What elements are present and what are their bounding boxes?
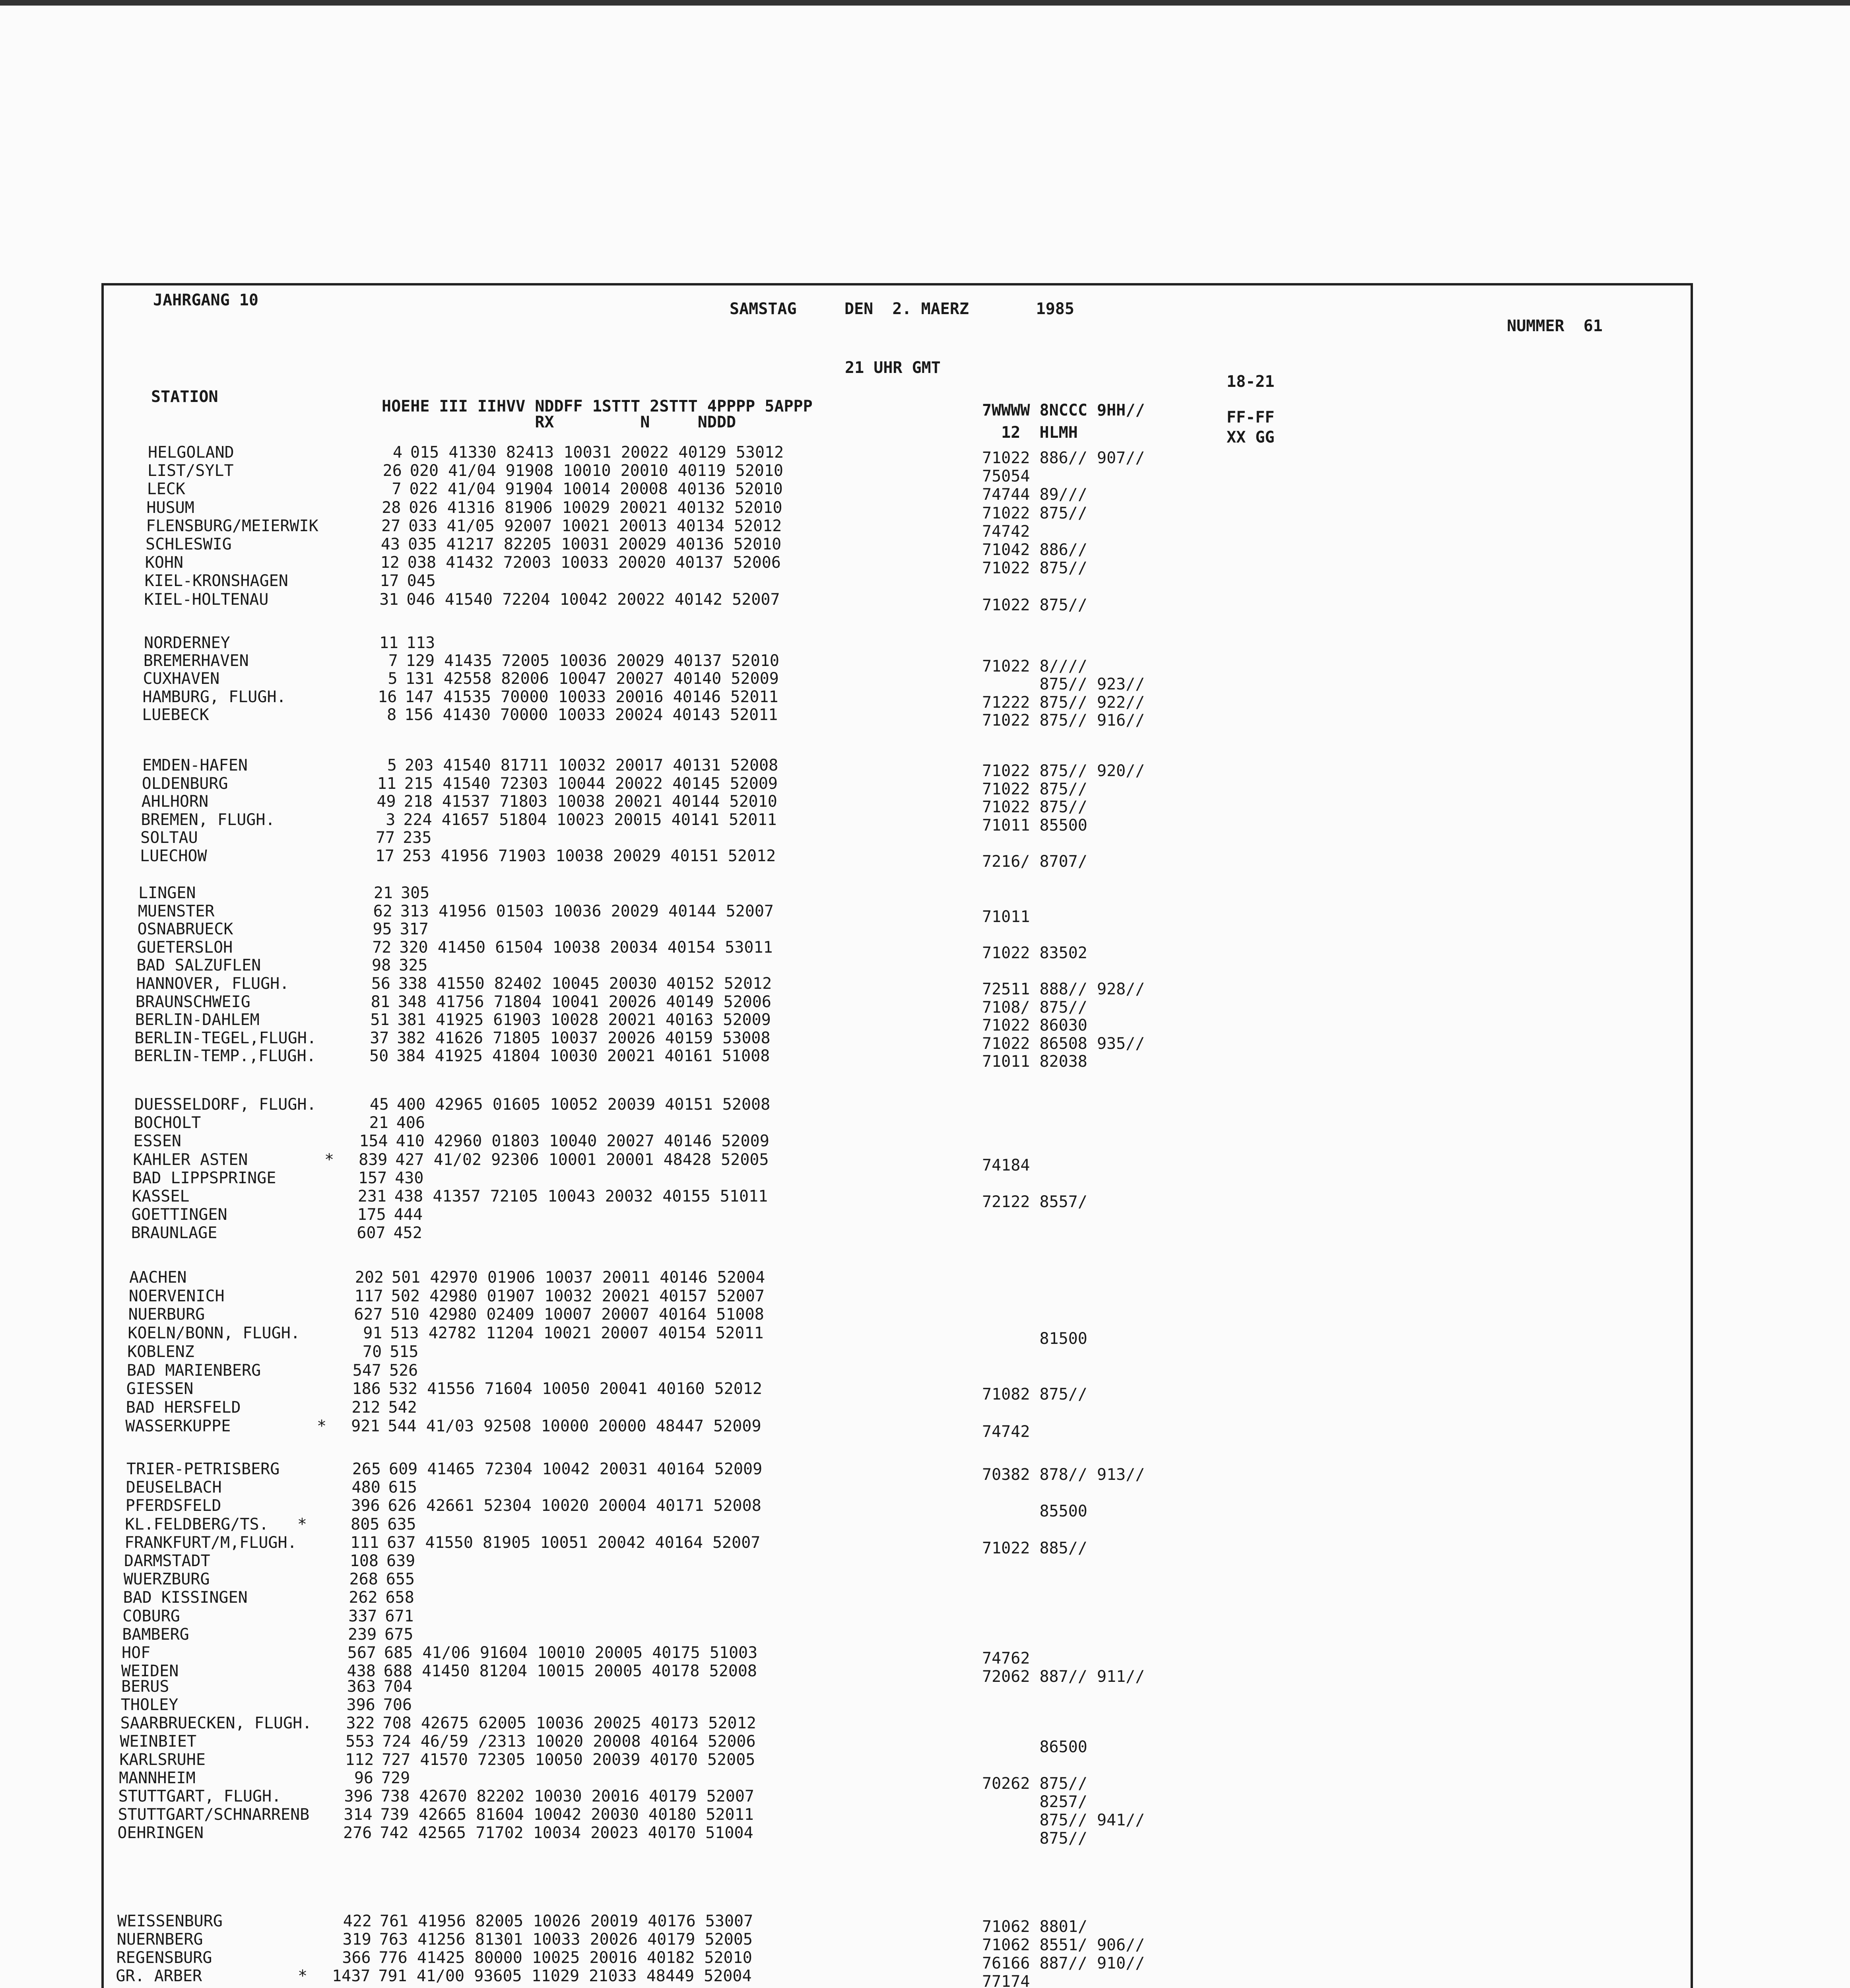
- station-extra-codes: 81500: [982, 1330, 1087, 1348]
- station-codes: 045: [407, 572, 436, 590]
- time-label: 21 UHR GMT: [845, 359, 941, 377]
- station-name: OEHRINGEN: [117, 1824, 204, 1842]
- station-codes: 406: [396, 1114, 425, 1132]
- station-height: 438: [347, 1662, 376, 1681]
- station-name: REGENSBURG: [116, 1949, 212, 1967]
- code-column-header-1: HOEHE III IIHVV NDDFF 1STTT 2STTT 4PPPP 5APPP: [382, 397, 813, 415]
- station-name: COBURG: [122, 1607, 180, 1625]
- station-extra-codes: 71022 86030: [982, 1016, 1087, 1035]
- station-name: BOCHOLT: [134, 1114, 201, 1132]
- station-name: KAHLER ASTEN *: [133, 1150, 334, 1169]
- station-codes: 658: [385, 1588, 414, 1607]
- station-height: 72: [372, 938, 392, 957]
- station-codes: 609 41465 72304 10042 20031 40164 52009: [389, 1460, 763, 1478]
- station-extra-codes: 8257/: [982, 1793, 1087, 1811]
- station-codes: 724 46/59 /2313 10020 20008 40164 52006: [382, 1732, 756, 1751]
- station-extra-codes: 72122 8557/: [982, 1193, 1087, 1211]
- station-codes: 729: [381, 1769, 410, 1787]
- station-name: DARMSTADT: [124, 1552, 210, 1570]
- station-height: 202: [355, 1268, 384, 1287]
- station-height: 567: [347, 1644, 376, 1662]
- station-height: 553: [346, 1732, 375, 1751]
- station-name: BAD MARIENBERG: [127, 1361, 261, 1380]
- station-height: 262: [349, 1588, 378, 1607]
- station-height: 96: [354, 1769, 373, 1787]
- station-name: KOELN/BONN, FLUGH.: [128, 1324, 300, 1343]
- station-height: 117: [354, 1287, 383, 1305]
- station-height: 422: [343, 1912, 372, 1930]
- station-codes: 015 41330 82413 10031 20022 40129 53012: [410, 443, 784, 462]
- station-name: WEISSENBURG: [117, 1912, 223, 1930]
- nummer-label: NUMMER 61: [1507, 317, 1603, 335]
- station-name: DEUSELBACH: [126, 1478, 222, 1497]
- station-extra-codes: 71022 875// 920//: [982, 762, 1145, 780]
- station-height: 91: [363, 1324, 382, 1343]
- station-codes: 761 41956 82005 10026 20019 40176 53007: [380, 1912, 753, 1930]
- station-height: 17: [375, 846, 394, 865]
- station-codes: 532 41556 71604 10050 20041 40160 52012: [388, 1380, 762, 1398]
- station-height: 51: [370, 1011, 390, 1029]
- station-height: 81: [371, 992, 390, 1011]
- station-codes: 763 41256 81301 10033 20026 40179 52005: [379, 1930, 753, 1949]
- station-name: GR. ARBER *: [116, 1967, 308, 1985]
- station-extra-codes: 71011 82038: [982, 1052, 1087, 1071]
- date-label: SAMSTAG DEN 2. MAERZ 1985: [730, 300, 1074, 318]
- station-column-header: STATION: [151, 388, 218, 406]
- station-codes: 639: [386, 1552, 415, 1570]
- station-height: 16: [378, 687, 397, 706]
- station-extra-codes: 70382 878// 913//: [982, 1466, 1145, 1484]
- station-extra-codes: 875// 923//: [982, 675, 1145, 694]
- station-codes: 542: [388, 1398, 417, 1417]
- station-name: WEIDEN: [121, 1662, 179, 1681]
- station-extra-codes: 71022 8////: [982, 657, 1087, 676]
- station-codes: 046 41540 72204 10042 20022 40142 52007: [406, 590, 780, 609]
- jahrgang-label: JAHRGANG 10: [153, 291, 258, 309]
- station-name: PFERDSFELD: [125, 1497, 221, 1515]
- station-codes: 035 41217 82205 10031 20029 40136 52010: [408, 535, 782, 553]
- station-codes: 727 41570 72305 10050 20039 40170 52005: [382, 1751, 755, 1769]
- station-height: 337: [348, 1607, 377, 1625]
- ff-header-2: XX GG: [1227, 428, 1275, 447]
- station-name: BERLIN-DAHLEM: [135, 1011, 260, 1029]
- station-extra-codes: 71082 875//: [982, 1385, 1087, 1404]
- station-codes: 738 42670 82202 10030 20016 40179 52007: [380, 1787, 754, 1806]
- station-height: 27: [381, 516, 401, 535]
- station-codes: 515: [390, 1342, 419, 1361]
- station-height: 98: [372, 956, 391, 975]
- station-codes: 615: [388, 1478, 417, 1497]
- station-name: OLDENBURG: [142, 774, 228, 793]
- station-height: 112: [345, 1751, 374, 1769]
- station-height: 70: [363, 1342, 382, 1361]
- station-extra-codes: 71062 8801/: [982, 1918, 1087, 1936]
- station-codes: 113: [406, 634, 435, 652]
- station-codes: 444: [394, 1206, 423, 1224]
- station-codes: 215 41540 72303 10044 20022 40145 52009: [404, 774, 778, 793]
- station-height: 239: [347, 1625, 377, 1644]
- station-name: ESSEN: [133, 1132, 182, 1151]
- station-name: KIEL-KRONSHAGEN: [144, 572, 288, 590]
- station-codes: 655: [386, 1570, 415, 1589]
- station-codes: 739 42665 81604 10042 20030 40180 52011: [380, 1806, 754, 1824]
- station-height: 5: [388, 670, 398, 688]
- station-codes: 791 41/00 93605 11029 21033 48449 52004: [378, 1967, 752, 1985]
- station-height: 11: [377, 774, 396, 793]
- station-height: 7: [388, 652, 398, 670]
- station-height: 231: [357, 1187, 386, 1206]
- station-height: 5: [387, 756, 397, 775]
- station-codes: 427 41/02 92306 10001 20001 48428 52005: [395, 1150, 769, 1169]
- station-extra-codes: 85500: [982, 1502, 1087, 1521]
- station-extra-codes: 75054: [982, 467, 1030, 486]
- station-extra-codes: 74742: [982, 1422, 1030, 1441]
- station-name: WUERZBURG: [123, 1570, 210, 1589]
- station-codes: 381 41925 61903 10028 20021 40163 52009: [397, 1011, 771, 1029]
- station-name: KARLSRUHE: [119, 1751, 206, 1769]
- station-codes: 685 41/06 91604 10010 20005 40175 51003: [384, 1644, 758, 1662]
- station-extra-codes: 71042 886//: [982, 541, 1087, 559]
- station-name: GIESSEN: [126, 1380, 194, 1398]
- station-height: 547: [352, 1361, 381, 1380]
- station-name: BAD LIPPSPRINGE: [132, 1169, 276, 1187]
- station-codes: 131 42558 82006 10047 20027 40140 52009: [405, 670, 779, 688]
- station-height: 154: [359, 1132, 388, 1151]
- station-codes: 384 41925 41804 10030 20021 40161 51008: [396, 1047, 770, 1066]
- station-height: 21: [373, 884, 393, 902]
- station-name: SOLTAU: [140, 829, 198, 847]
- station-codes: 400 42965 01605 10052 20039 40151 52008: [397, 1095, 771, 1114]
- station-codes: 635: [387, 1515, 416, 1534]
- station-extra-codes: 71022 885//: [982, 1539, 1087, 1557]
- station-height: 839: [359, 1150, 388, 1169]
- station-extra-codes: 71022 83502: [982, 944, 1087, 962]
- station-name: STUTTGART, FLUGH.: [118, 1787, 281, 1806]
- station-height: 175: [357, 1206, 386, 1224]
- station-height: 265: [352, 1460, 381, 1478]
- station-name: AHLHORN: [141, 792, 209, 811]
- station-codes: 156 41430 70000 10033 20024 40143 52011: [404, 705, 778, 724]
- station-codes: 026 41316 81906 10029 20021 40132 52010: [409, 498, 782, 517]
- station-height: 21: [369, 1114, 388, 1132]
- station-codes: 147 41535 70000 10033 20016 40146 52011: [405, 687, 778, 706]
- station-codes: 637 41550 81905 10051 20042 40164 52007: [387, 1533, 761, 1552]
- station-height: 157: [358, 1169, 387, 1187]
- station-height: 363: [347, 1677, 376, 1696]
- station-codes: 305: [401, 884, 430, 902]
- station-height: 1437: [332, 1967, 371, 1985]
- station-codes: 317: [400, 920, 429, 939]
- station-name: BAD HERSFELD: [126, 1398, 241, 1417]
- station-extra-codes: 77174: [982, 1972, 1030, 1988]
- station-codes: 688 41450 81204 10015 20005 40178 52008: [383, 1662, 757, 1681]
- station-codes: 708 42675 62005 10036 20025 40173 52012: [382, 1714, 756, 1732]
- station-codes: 510 42980 02409 10007 20007 40164 51008: [390, 1305, 764, 1324]
- station-name: KOHN: [145, 553, 184, 572]
- station-height: 45: [369, 1095, 389, 1114]
- station-height: 7: [392, 480, 402, 499]
- station-name: CUXHAVEN: [143, 670, 220, 688]
- station-height: 276: [343, 1824, 372, 1842]
- station-codes: 313 41956 01503 10036 20029 40144 52007: [400, 902, 774, 920]
- station-name: HOF: [122, 1644, 151, 1662]
- station-extra-codes: 70262 875//: [982, 1774, 1087, 1793]
- station-codes: 438 41357 72105 10043 20032 40155 51011: [394, 1187, 768, 1206]
- station-name: KL.FELDBERG/TS. *: [125, 1515, 307, 1534]
- station-name: BERLIN-TEGEL,FLUGH.: [134, 1029, 316, 1047]
- station-height: 37: [370, 1029, 389, 1047]
- station-name: THOLEY: [120, 1696, 179, 1714]
- station-height: 8: [387, 705, 397, 724]
- station-height: 4: [392, 443, 402, 462]
- station-codes: 430: [395, 1169, 424, 1187]
- station-codes: 218 41537 71803 10038 20021 40144 52010: [404, 792, 777, 811]
- station-height: 396: [351, 1497, 380, 1515]
- station-name: BREMEN, FLUGH.: [141, 810, 275, 829]
- station-height: 319: [342, 1930, 371, 1949]
- station-codes: 410 42960 01803 10040 20027 40146 52009: [396, 1132, 769, 1151]
- station-name: BREMERHAVEN: [143, 652, 249, 670]
- station-height: 12: [380, 553, 400, 572]
- station-name: LECK: [147, 480, 185, 499]
- station-name: GUETERSLOH: [137, 938, 233, 957]
- station-height: 805: [351, 1515, 380, 1534]
- station-height: 56: [371, 975, 390, 993]
- station-extra-codes: 74762: [982, 1649, 1030, 1668]
- station-codes: 675: [384, 1625, 413, 1644]
- station-extra-codes: 71022 875//: [982, 798, 1087, 816]
- station-name: AACHEN: [129, 1268, 187, 1287]
- station-name: HELGOLAND: [148, 443, 234, 462]
- station-height: 480: [351, 1478, 380, 1497]
- station-height: 366: [342, 1949, 371, 1967]
- station-extra-codes: 71062 8551/ 906//: [982, 1936, 1145, 1954]
- station-codes: 235: [403, 829, 432, 847]
- station-codes: 776 41425 80000 10025 20016 40182 52010: [379, 1949, 752, 1967]
- station-name: KASSEL: [132, 1187, 190, 1206]
- period-header: 18-21: [1227, 373, 1275, 391]
- station-extra-codes: 7216/ 8707/: [982, 852, 1087, 871]
- station-name: HUSUM: [146, 498, 194, 517]
- station-name: BERLIN-TEMP.,FLUGH.: [134, 1047, 316, 1066]
- station-extra-codes: 71222 875// 922//: [982, 693, 1145, 712]
- station-height: 921: [351, 1417, 380, 1435]
- station-name: NORDERNEY: [144, 634, 230, 652]
- station-name: BAD KISSINGEN: [123, 1588, 248, 1607]
- station-extra-codes: 875// 941//: [982, 1811, 1145, 1829]
- station-codes: 704: [384, 1677, 413, 1696]
- station-codes: 320 41450 61504 10038 20034 40154 53011: [399, 938, 773, 957]
- station-extra-codes: 71022 875//: [982, 559, 1087, 578]
- station-height: 108: [349, 1552, 379, 1570]
- station-codes: 671: [385, 1607, 414, 1625]
- station-name: TRIER-PETRISBERG: [126, 1460, 280, 1478]
- station-height: 11: [379, 634, 398, 652]
- top-border-line: [0, 0, 1850, 6]
- station-name: BAMBERG: [122, 1625, 189, 1644]
- station-codes: 526: [389, 1361, 418, 1380]
- station-extra-codes: 74744 89///: [982, 485, 1087, 504]
- station-extra-codes: 71022 875// 916//: [982, 711, 1145, 730]
- station-name: NUERBURG: [128, 1305, 205, 1324]
- station-height: 268: [349, 1570, 378, 1589]
- station-codes: 224 41657 51804 10023 20015 40141 52011: [403, 810, 777, 829]
- station-name: STUTTGART/SCHNARRENB: [118, 1806, 310, 1824]
- station-extra-codes: 71011 85500: [982, 816, 1087, 835]
- station-name: BRAUNSCHWEIG: [135, 992, 250, 1011]
- station-name: WASSERKUPPE *: [125, 1417, 327, 1435]
- station-codes: 338 41550 82402 10045 20030 40152 52012: [398, 975, 772, 993]
- station-extra-codes: 86500: [982, 1738, 1087, 1756]
- station-codes: 742 42565 71702 10034 20023 40170 51004: [380, 1824, 753, 1842]
- station-height: 17: [380, 572, 399, 590]
- ff-header-1: FF-FF: [1227, 408, 1275, 427]
- station-name: LUECHOW: [140, 846, 207, 865]
- station-name: BRAUNLAGE: [131, 1224, 217, 1242]
- station-name: SCHLESWIG: [146, 535, 232, 553]
- station-codes: 452: [393, 1224, 422, 1242]
- station-codes: 325: [399, 956, 428, 975]
- station-name: HAMBURG, FLUGH.: [142, 687, 286, 706]
- station-codes: 253 41956 71903 10038 20029 40151 52012: [402, 846, 776, 865]
- station-extra-codes: 71022 875//: [982, 596, 1087, 614]
- station-name: MANNHEIM: [119, 1769, 196, 1787]
- station-codes: 203 41540 81711 10032 20017 40131 52008: [405, 756, 778, 775]
- code-column-header-2: RX N NDDD: [382, 413, 736, 431]
- station-height: 62: [373, 902, 392, 920]
- station-name: BAD SALZUFLEN: [136, 956, 261, 975]
- station-height: 314: [344, 1806, 373, 1824]
- station-height: 43: [380, 535, 400, 553]
- station-extra-codes: 76166 887// 910//: [982, 1954, 1145, 1972]
- station-extra-codes: 72062 887// 911//: [982, 1668, 1145, 1686]
- station-name: HANNOVER, FLUGH.: [136, 975, 289, 993]
- station-name: WEINBIET: [120, 1732, 197, 1751]
- station-height: 3: [386, 810, 396, 829]
- extra-column-header-2: 12 HLMH: [982, 423, 1078, 442]
- station-name: FRANKFURT/M,FLUGH.: [124, 1533, 297, 1552]
- station-extra-codes: 74184: [982, 1156, 1030, 1175]
- station-height: 111: [350, 1533, 379, 1552]
- station-name: OSNABRUECK: [137, 920, 233, 939]
- station-name: NUERNBERG: [116, 1930, 203, 1949]
- station-codes: 544 41/03 92508 10000 20000 48447 52009: [388, 1417, 761, 1435]
- station-codes: 502 42980 01907 10032 20021 40157 52007: [391, 1287, 765, 1305]
- station-height: 31: [379, 590, 399, 609]
- station-extra-codes: 74742: [982, 522, 1030, 541]
- station-height: 212: [351, 1398, 380, 1417]
- station-extra-codes: 71022 875//: [982, 504, 1087, 522]
- station-name: BERUS: [121, 1677, 169, 1696]
- station-name: SAARBRUECKEN, FLUGH.: [120, 1714, 312, 1732]
- station-codes: 020 41/04 91908 10010 20010 40119 52010: [410, 462, 783, 480]
- station-codes: 706: [383, 1696, 412, 1714]
- station-codes: 626 42661 52304 10020 20004 40171 52008: [388, 1497, 761, 1515]
- station-name: DUESSELDORF, FLUGH.: [134, 1095, 316, 1114]
- station-name: LUEBECK: [142, 705, 209, 724]
- station-height: 322: [346, 1714, 375, 1732]
- station-height: 28: [382, 498, 401, 517]
- station-height: 607: [357, 1224, 386, 1242]
- station-name: KIEL-HOLTENAU: [144, 590, 269, 609]
- station-codes: 033 41/05 92007 10021 20013 40134 52012: [408, 516, 782, 535]
- station-codes: 382 41626 71805 10037 20026 40159 53008: [397, 1029, 771, 1047]
- station-name: LIST/SYLT: [147, 462, 234, 480]
- station-name: EMDEN-HAFEN: [142, 756, 248, 775]
- station-height: 95: [373, 920, 392, 939]
- station-extra-codes: 72511 888// 928//: [982, 980, 1145, 998]
- station-height: 77: [376, 829, 395, 847]
- station-name: KOBLENZ: [127, 1342, 194, 1361]
- station-extra-codes: 71022 875//: [982, 780, 1087, 798]
- station-extra-codes: 7108/ 875//: [982, 998, 1087, 1017]
- station-extra-codes: 875//: [982, 1829, 1087, 1848]
- station-codes: 129 41435 72005 10036 20029 40137 52010: [406, 652, 779, 670]
- station-name: FLENSBURG/MEIERWIK: [146, 516, 318, 535]
- station-name: NOERVENICH: [128, 1287, 225, 1305]
- station-height: 186: [352, 1380, 381, 1398]
- station-height: 396: [346, 1696, 375, 1714]
- station-height: 26: [382, 462, 402, 480]
- station-codes: 022 41/04 91904 10014 20008 40136 52010: [409, 480, 783, 499]
- station-extra-codes: 71022 86508 935//: [982, 1034, 1145, 1053]
- station-extra-codes: 71022 886// 907//: [982, 449, 1145, 467]
- station-height: 627: [354, 1305, 383, 1324]
- station-codes: 513 42782 11204 10021 20007 40154 52011: [390, 1324, 764, 1343]
- station-height: 50: [369, 1047, 389, 1066]
- station-height: 49: [377, 792, 396, 811]
- station-height: 396: [344, 1787, 373, 1806]
- station-name: LINGEN: [138, 884, 196, 902]
- station-extra-codes: 71011: [982, 907, 1030, 926]
- station-codes: 348 41756 71804 10041 20026 40149 52006: [398, 992, 771, 1011]
- station-name: GOETTINGEN: [131, 1206, 227, 1224]
- extra-column-header-1: 7WWWW 8NCCC 9HH//: [982, 401, 1145, 419]
- station-codes: 038 41432 72003 10033 20020 40137 52006: [407, 553, 781, 572]
- station-name: MUENSTER: [138, 902, 215, 920]
- station-codes: 501 42970 01906 10037 20011 40146 52004: [392, 1268, 765, 1287]
